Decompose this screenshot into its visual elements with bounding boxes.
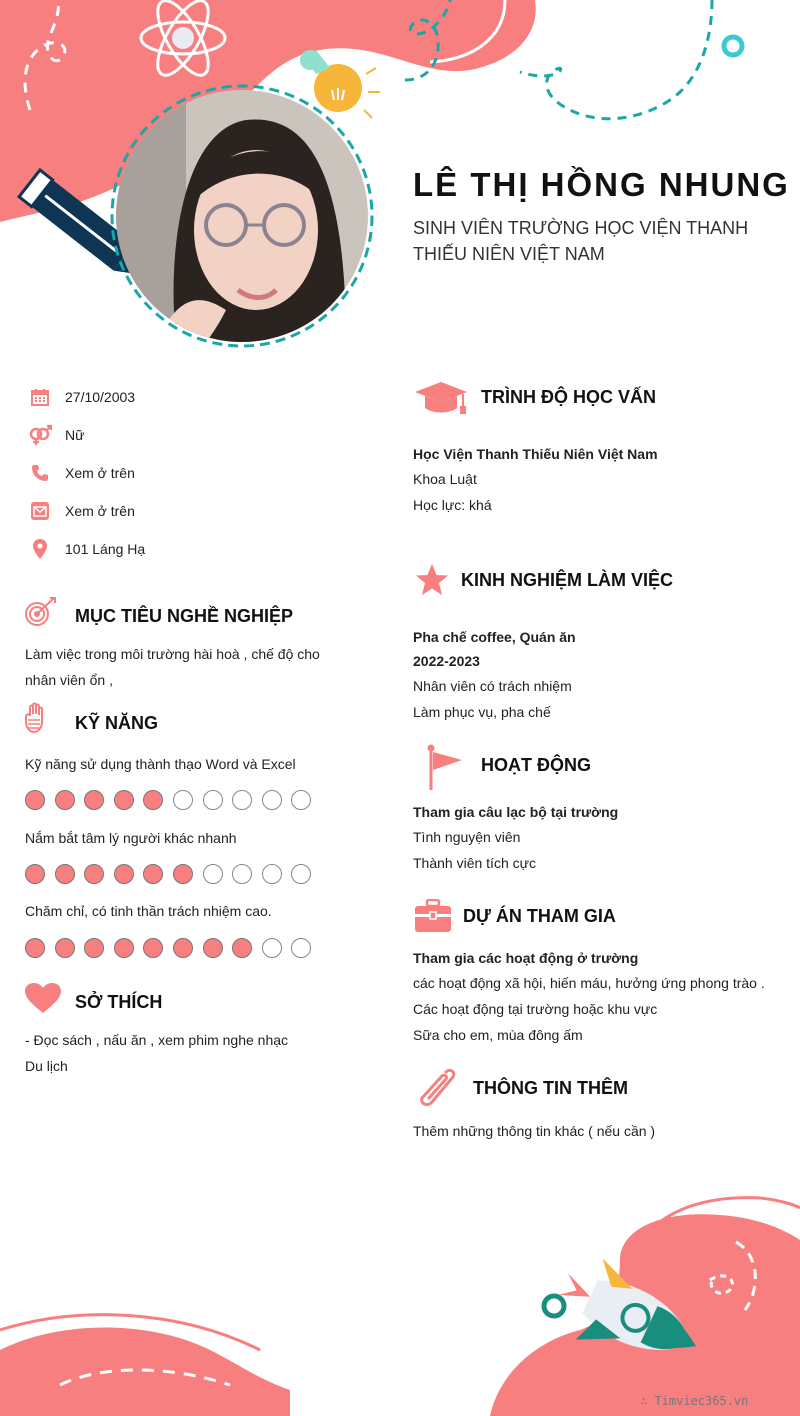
contact-phone bbox=[28, 461, 135, 485]
paperclip-icon bbox=[416, 1068, 458, 1108]
experience-position: Pha chế coffee, Quán ăn bbox=[413, 629, 576, 645]
activities-heading: Tham gia câu lạc bộ tại trường bbox=[413, 804, 619, 820]
skill-dot bbox=[84, 790, 104, 810]
flag-icon bbox=[424, 744, 464, 790]
skill-dot bbox=[262, 790, 282, 810]
education-line-1: Khoa Luật bbox=[413, 471, 477, 487]
skill-rating-2 bbox=[25, 864, 311, 884]
skill-dot bbox=[203, 790, 223, 810]
experience-line-1: Nhân viên có trách nhiệm bbox=[413, 678, 572, 694]
education-school: Học Viện Thanh Thiếu Niên Việt Nam bbox=[413, 446, 658, 462]
contact-birthdate bbox=[28, 385, 135, 409]
skill-dot bbox=[25, 938, 45, 958]
candidate-title: SINH VIÊN TRƯỜNG HỌC VIỆN THANH THIẾU NIÊN VIỆT NAM bbox=[413, 218, 749, 264]
skill-dot bbox=[25, 864, 45, 884]
skill-dot bbox=[143, 864, 163, 884]
skill-dot bbox=[25, 790, 45, 810]
skill-label-3: Chăm chỉ, có tinh thần trách nhiệm cao. bbox=[25, 903, 272, 919]
skill-dot bbox=[84, 938, 104, 958]
skill-dot bbox=[291, 938, 311, 958]
skill-dot bbox=[291, 864, 311, 884]
email-text: Xem ở trên bbox=[65, 503, 135, 519]
skill-rating-1 bbox=[25, 790, 311, 810]
email-icon bbox=[28, 499, 52, 523]
star-icon bbox=[414, 563, 450, 597]
skill-dot bbox=[232, 790, 252, 810]
graduation-cap-icon bbox=[413, 380, 469, 416]
skill-dot bbox=[114, 790, 134, 810]
projects-line-3: Sữa cho em, mùa đông ấm bbox=[413, 1027, 583, 1043]
contact-gender bbox=[28, 423, 84, 447]
skill-dot bbox=[173, 864, 193, 884]
objective-line-1: Làm việc trong môi trường hài hoà , chế độ cho bbox=[25, 646, 320, 662]
skill-dot bbox=[114, 864, 134, 884]
gender-icon bbox=[28, 423, 52, 447]
hobby-line-2: Du lịch bbox=[25, 1058, 68, 1074]
experience-period: 2022-2023 bbox=[413, 653, 480, 669]
activities-line-2: Thành viên tích cực bbox=[413, 855, 536, 871]
footer-brand: ∴ Timviec365.vn bbox=[640, 1394, 749, 1408]
skill-dot bbox=[291, 790, 311, 810]
objective-line-2: nhân viên ổn , bbox=[25, 672, 113, 688]
projects-line-1: các hoạt động xã hội, hiến máu, hưởng ứng phong trào . bbox=[413, 975, 765, 991]
skill-dot bbox=[203, 864, 223, 884]
skill-label-2: Nắm bắt tâm lý người khác nhanh bbox=[25, 830, 237, 846]
experience-line-2: Làm phục vụ, pha chế bbox=[413, 704, 551, 720]
contact-email bbox=[28, 499, 135, 523]
projects-heading: Tham gia các hoạt động ở trường bbox=[413, 950, 639, 966]
hobbies-title: SỞ THÍCH bbox=[75, 992, 163, 1012]
skill-dot bbox=[143, 938, 163, 958]
skill-dot bbox=[232, 938, 252, 958]
address-text: 101 Láng Hạ bbox=[65, 541, 146, 557]
extra-line-1: Thêm những thông tin khác ( nếu cần ) bbox=[413, 1123, 656, 1139]
skills-title: KỸ NĂNG bbox=[75, 713, 159, 733]
activities-line-1: Tình nguyện viên bbox=[413, 829, 521, 845]
hand-icon bbox=[24, 702, 48, 734]
skill-dot bbox=[55, 938, 75, 958]
skill-dot bbox=[84, 864, 104, 884]
hobby-line-1: - Đọc sách , nấu ăn , xem phim nghe nhạc bbox=[25, 1032, 289, 1048]
phone-text: Xem ở trên bbox=[65, 465, 135, 481]
skill-dot bbox=[114, 938, 134, 958]
briefcase-icon bbox=[414, 899, 452, 933]
skill-dot bbox=[203, 938, 223, 958]
avatar bbox=[116, 90, 368, 342]
heart-icon bbox=[24, 982, 62, 1014]
experience-title: KINH NGHIỆM LÀM VIỆC bbox=[461, 570, 674, 590]
activities-title: HOẠT ĐỘNG bbox=[481, 755, 591, 775]
skill-dot bbox=[173, 790, 193, 810]
skill-dot bbox=[262, 938, 282, 958]
objective-title: MỤC TIÊU NGHỀ NGHIỆP bbox=[75, 606, 294, 626]
birthdate-text: 27/10/2003 bbox=[65, 389, 136, 405]
contact-address bbox=[28, 537, 145, 561]
skill-dot bbox=[173, 938, 193, 958]
skill-rating-3 bbox=[25, 938, 311, 958]
target-icon bbox=[24, 596, 58, 628]
skill-dot bbox=[262, 864, 282, 884]
skill-dot bbox=[232, 864, 252, 884]
candidate-name: LÊ THỊ HỒNG NHUNG bbox=[413, 166, 790, 203]
skill-dot bbox=[143, 790, 163, 810]
projects-title: DỰ ÁN THAM GIA bbox=[463, 906, 616, 926]
skill-dot bbox=[55, 790, 75, 810]
skill-dot bbox=[55, 864, 75, 884]
education-line-2: Học lực: khá bbox=[413, 497, 492, 513]
extra-title: THÔNG TIN THÊM bbox=[473, 1078, 628, 1098]
skill-label-1: Kỹ năng sử dụng thành thạo Word và Excel bbox=[25, 756, 296, 772]
education-title: TRÌNH ĐỘ HỌC VẤN bbox=[481, 387, 656, 407]
calendar-icon bbox=[28, 385, 52, 409]
location-icon bbox=[28, 537, 52, 561]
gender-text: Nữ bbox=[65, 427, 85, 443]
footer-decoration bbox=[0, 1180, 800, 1416]
projects-line-2: Các hoạt động tại trường hoặc khu vực bbox=[413, 1001, 658, 1017]
phone-icon bbox=[28, 461, 52, 485]
